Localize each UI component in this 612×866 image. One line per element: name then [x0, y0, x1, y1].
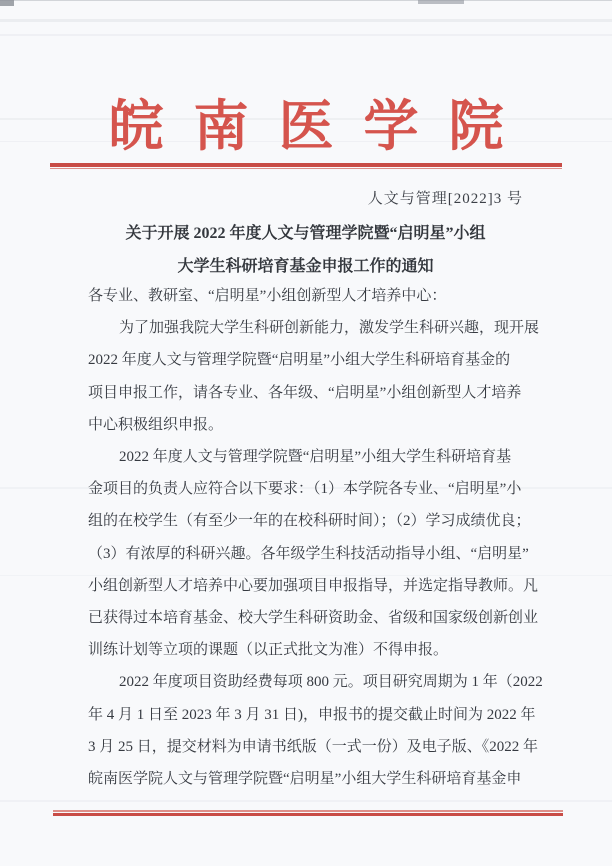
body-line: 已获得过本培育基金、校大学生科研资助金、省级和国家级创新创业: [88, 610, 539, 627]
body-line: 3 月 25 日，提交材料为申请书纸版（一式一份）及电子版、《2022 年: [88, 738, 539, 755]
institution-name: 皖南医学院: [108, 96, 534, 157]
body-line: 2022 年度人文与管理学院暨“启明星”小组大学生科研培育基金的: [88, 352, 511, 369]
document-number: 人文与管理[2022]3 号: [367, 191, 523, 207]
scan-artifact: [0, 34, 612, 36]
header-divider-thick-line: [50, 163, 562, 167]
body-line: 训练计划等立项的课题（以正式批文为准）不得申报。: [88, 642, 449, 659]
scan-edge-artifact: [0, 0, 14, 6]
body-text: [88, 280, 543, 795]
header-divider-line: [50, 163, 562, 169]
scan-artifact: [0, 19, 612, 22]
document-title-line1: 关于开展 2022 年度人文与管理学院暨“启明星”小组: [125, 225, 486, 242]
body-line: 皖南医学院人文与管理学院暨“启明星”小组大学生科研培育基金申: [88, 771, 522, 788]
body-line: 2022 年度项目资助经费每项 800 元。项目研究周期为 1 年（2022: [119, 674, 543, 691]
body-line: （3）有浓厚的科研兴趣。各年级学生科技活动指导小组、“启明星”: [88, 545, 529, 562]
footer-divider-line: [53, 810, 563, 816]
body-line: 各专业、教研室、“启明星”小组创新型人才培养中心：: [88, 288, 447, 304]
document-title: [83, 217, 528, 283]
body-line: 为了加强我院大学生科研创新能力，激发学生科研兴趣，现开展: [119, 320, 540, 337]
footer-divider-thin-line: [53, 810, 563, 812]
body-line: 组的在校学生（有至少一年的在校科研时间）；（2）学习成绩优良；: [88, 513, 531, 530]
body-line: 小组创新型人才培养中心要加强项目申报指导，并选定指导教师。凡: [88, 577, 539, 594]
document-title-line2: 大学生科研培育基金申报工作的通知: [177, 258, 434, 275]
body-line: 项目申报工作，请各专业、各年级、“启明星”小组创新型人才培养: [88, 384, 522, 401]
body-line: 金项目的负责人应符合以下要求：（1）本学院各专业、“启明星”小: [88, 481, 522, 498]
body-line: 2022 年度人文与管理学院暨“启明星”小组大学生科研培育基: [119, 449, 512, 466]
footer-divider-thick-line: [53, 813, 563, 816]
body-line: 中心积极组织申报。: [88, 416, 224, 433]
scan-edge-artifact: [0, 0, 612, 1]
scan-edge-artifact: [418, 0, 464, 4]
scan-artifact: [0, 800, 612, 802]
body-line: 年 4 月 1 日至 2023 年 3 月 31 日)，申报书的提交截止时间为 2022 年: [88, 706, 536, 723]
header-divider-thin-line: [50, 168, 562, 169]
